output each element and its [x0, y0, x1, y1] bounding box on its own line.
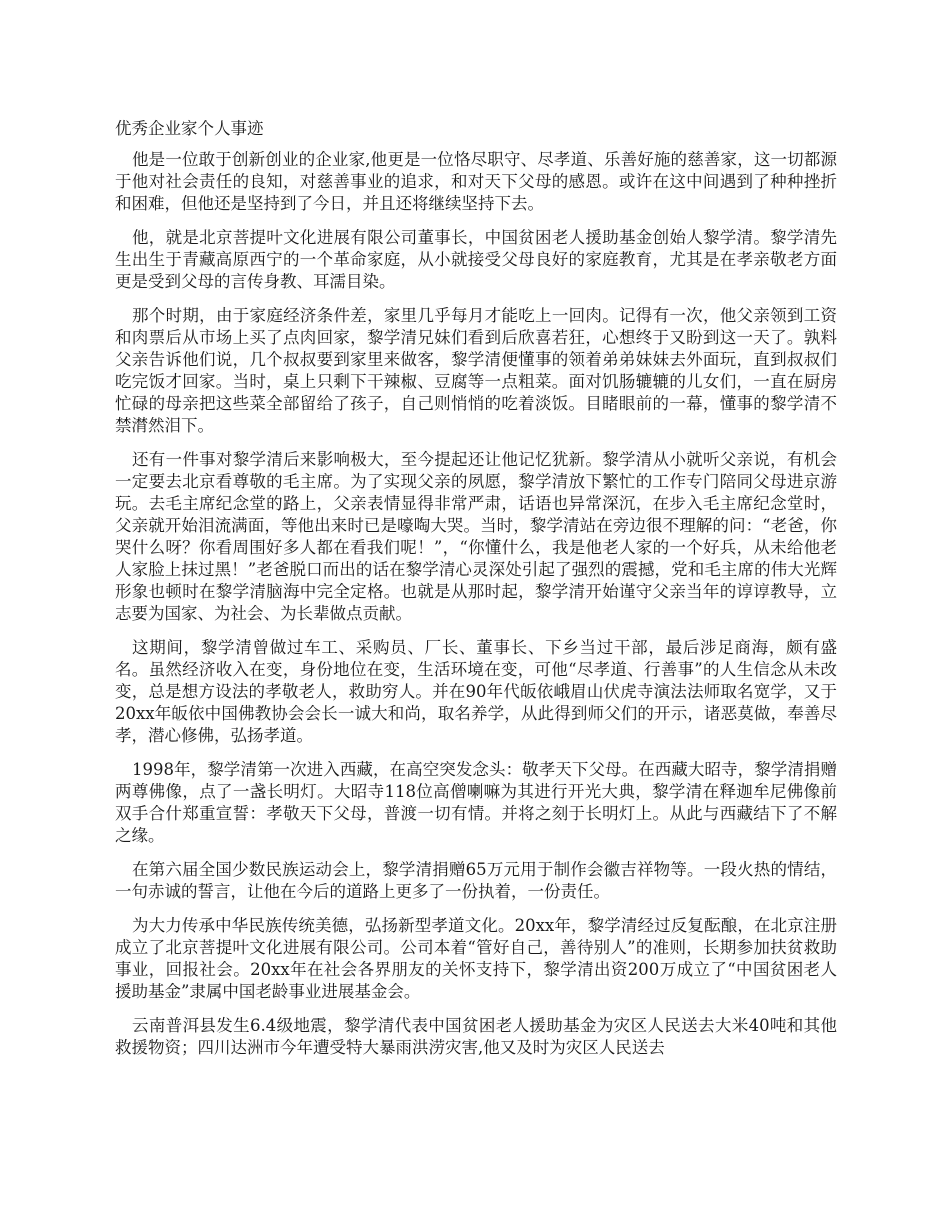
paragraph-background: 他，就是北京菩提叶文化进展有限公司董事长，中国贫困老人援助基金创始人黎学清。黎学清先生出生于青藏高原西宁的一个革命家庭，从小就接受父母良好的家庭教育，尤其是在孝亲敬老方面更是受到父母的言传身教、耳濡目染。	[115, 228, 837, 291]
paragraph-beijing-visit: 还有一件事对黎学清后来影响极大，至今提起还让他记忆犹新。黎学清从小就听父亲说，有机会一定要去北京看尊敬的毛主席。为了实现父亲的夙愿，黎学清放下繁忙的工作专门陪同父母进京游玩。去毛主席纪念堂的路上，父亲表情显得非常严肃，话语也异常深沉，在步入毛主席纪念堂时，父亲就开始泪流满面，等他出来时已是嚎啕大哭。当时，黎学清站在旁边很不理解的问：“老爸，你哭什么呀？你看周围好多人都在看我们呢！”，“你懂什么，我是他老人家的一个好兵，从未给他老人家脸上抹过黑！”老爸脱口而出的话在黎学清心灵深处引起了强烈的震撼，党和毛主席的伟大光辉形象也顿时在黎学清脑海中完全定格。也就是从那时起，黎学清开始谨守父亲当年的谆谆教导，立志要为国家、为社会、为长辈做点贡献。	[115, 450, 837, 623]
paragraph-disaster-relief: 云南普洱县发生6.4级地震，黎学清代表中国贫困老人援助基金为灾区人民送去大米40吨和其他救援物资；四川达洲市今年遭受特大暴雨洪涝灾害,他又及时为灾区人民送去	[115, 1016, 837, 1057]
paragraph-tibet: 1998年，黎学清第一次进入西藏，在高空突发念头：敬孝天下父母。在西藏大昭寺，黎学清捐赠两尊佛像，点了一盏长明灯。大昭寺118位高僧喇嘛为其进行开光大典，黎学清在释迦牟尼佛像前双手合什郑重宣誓：孝敬天下父母，普渡一切有情。并将之刻于长明灯上。从此与西藏结下了不解之缘。	[115, 760, 837, 845]
document-title: 优秀企业家个人事迹	[115, 119, 264, 138]
document-page	[115, 118, 837, 1071]
paragraph-childhood-meat: 那个时期，由于家庭经济条件差，家里几乎每月才能吃上一回肉。记得有一次，他父亲领到工资和肉票后从市场上买了点肉回家，黎学清兄妹们看到后欣喜若狂，心想终于又盼到这一天了。孰料父亲告诉他们说，几个叔叔要到家里来做客，黎学清便懂事的领着弟弟妹妹去外面玩，直到叔叔们吃完饭才回家。当时，桌上只剩下干辣椒、豆腐等一点粗菜。面对饥肠辘辘的儿女们，一直在厨房忙碌的母亲把这些菜全部留给了孩子，自己则悄悄的吃着淡饭。目睹眼前的一幕，懂事的黎学清不禁潸然泪下。	[115, 306, 837, 435]
paragraph-company-founding: 为大力传承中华民族传统美德，弘扬新型孝道文化。20xx年，黎学清经过反复酝酿，在北京注册成立了北京菩提叶文化进展有限公司。公司本着“管好自己，善待别人”的准则，长期参加扶贫救助事业，回报社会。20xx年在社会各界朋友的关怀支持下，黎学清出资200万成立了“中国贫困老人援助基金”隶属中国老龄事业进展基金会。	[115, 916, 837, 1001]
paragraph-ethnic-games: 在第六届全国少数民族运动会上，黎学清捐赠65万元用于制作会徽吉祥物等。一段火热的情结，一句赤诚的誓言，让他在今后的道路上更多了一份执着，一份责任。	[115, 860, 837, 901]
paragraph-intro: 他是一位敢于创新创业的企业家,他更是一位恪尽职守、尽孝道、乐善好施的慈善家，这一切都源于他对社会责任的良知，对慈善事业的追求，和对天下父母的感恩。或许在这中间遇到了种种挫折和困难，但他还是坚持到了今日，并且还将继续坚持下去。	[115, 150, 837, 213]
paragraph-career: 这期间，黎学清曾做过车工、采购员、厂长、董事长、下乡当过干部，最后涉足商海，颇有盛名。虽然经济收入在变，身份地位在变，生活环境在变，可他“尽孝道、行善事”的人生信念从未改变，总是想方设法的孝敬老人，救助穷人。并在90年代皈依峨眉山伏虎寺演法法师取名宽学，又于20xx年皈依中国佛教协会会长一诚大和尚，取名养学，从此得到师父们的开示，诸恶莫做，奉善尽孝，潜心修佛，弘扬孝道。	[115, 638, 837, 745]
